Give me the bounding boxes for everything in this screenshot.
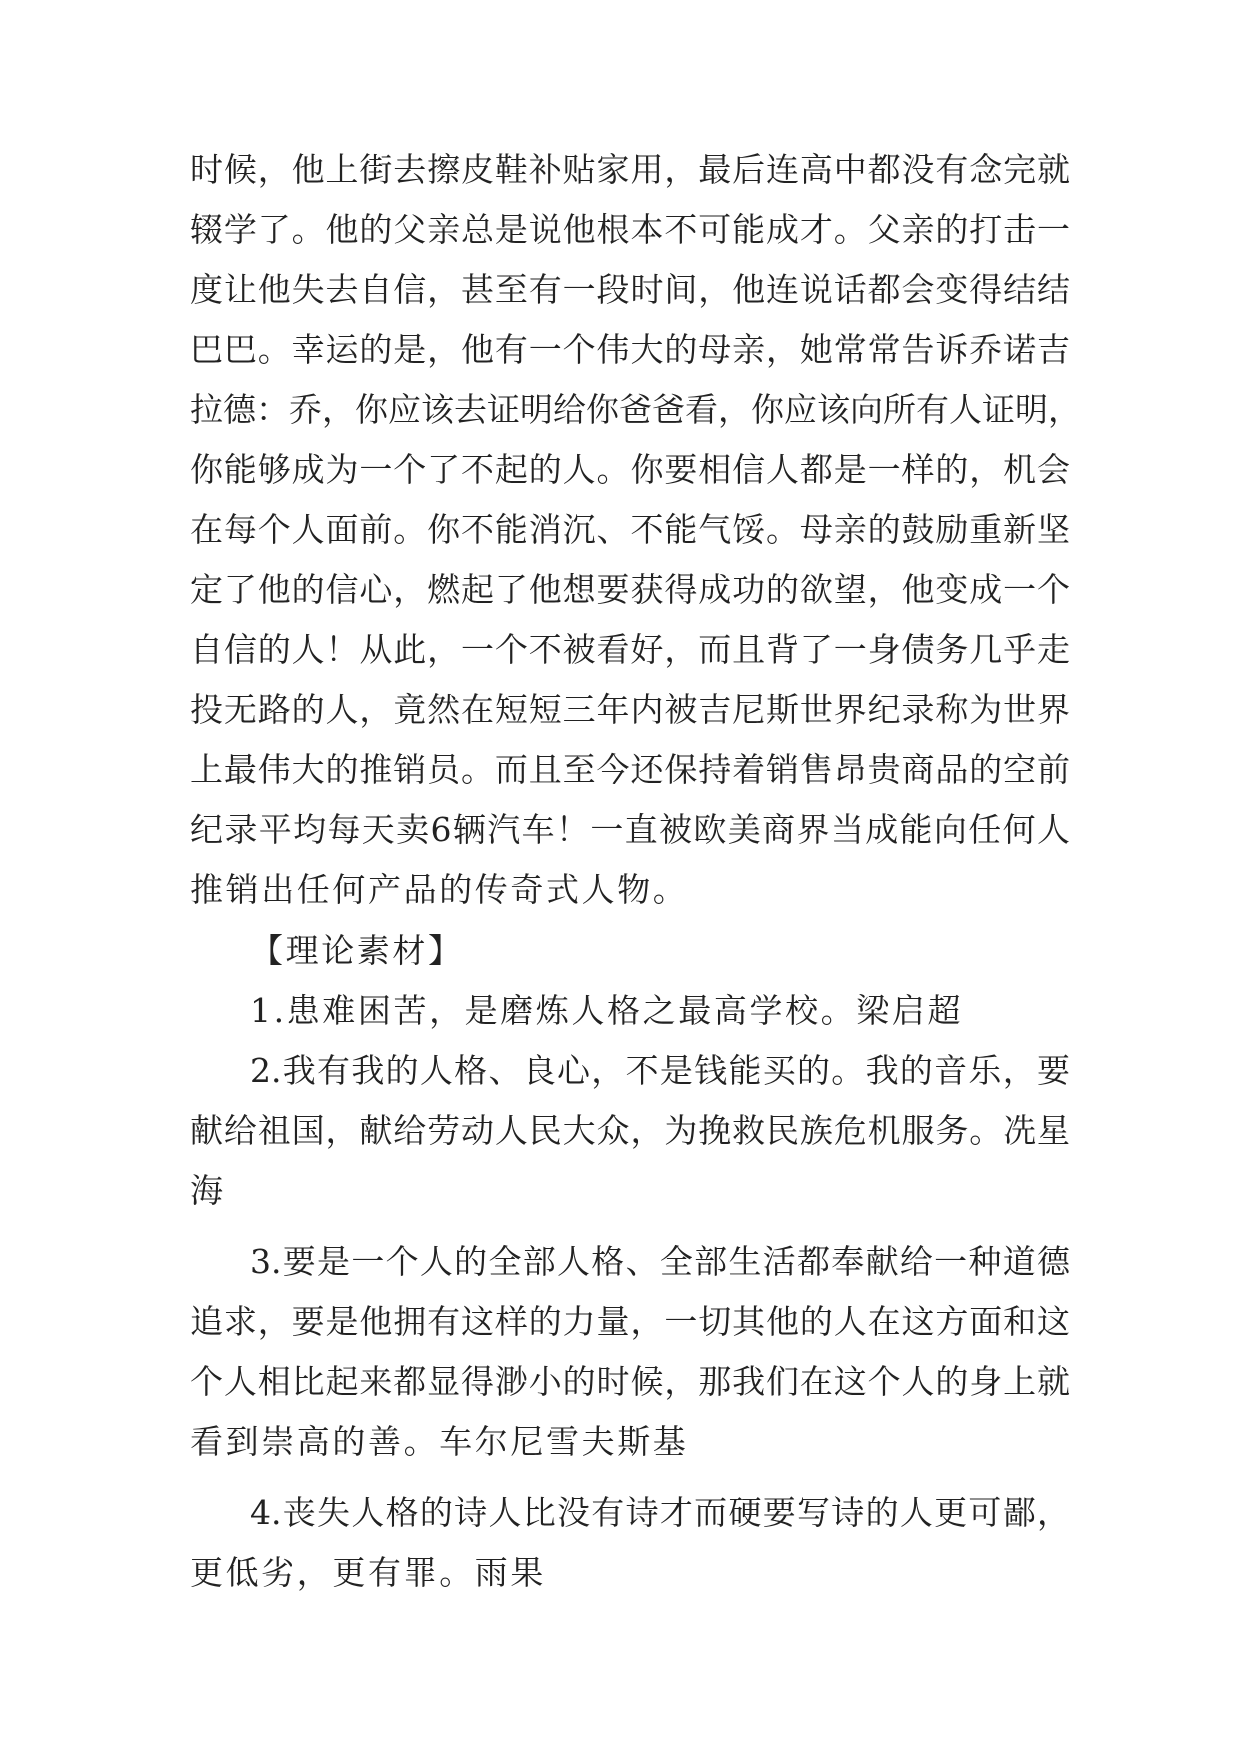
quote-line: 个人相比起来都显得渺小的时候，那我们在这个人的身上就 xyxy=(190,1362,1070,1401)
quote-line: 4.丧失人格的诗人比没有诗才而硬要写诗的人更可鄙， xyxy=(250,1493,1070,1532)
quote-line: 海 xyxy=(190,1171,226,1210)
story-line: 度让他失去自信，甚至有一段时间，他连说话都会变得结结 xyxy=(190,270,1070,309)
story-line: 辍学了。他的父亲总是说他根本不可能成才。父亲的打击一 xyxy=(190,210,1070,249)
story-line: 你能够成为一个了不起的人。你要相信人都是一样的，机会 xyxy=(190,450,1070,489)
quote-line: 3.要是一个人的全部人格、全部生活都奉献给一种道德 xyxy=(250,1242,1070,1281)
story-line: 定了他的信心，燃起了他想要获得成功的欲望，他变成一个 xyxy=(190,570,1070,609)
story-line: 纪录平均每天卖6辆汽车！一直被欧美商界当成能向任何人 xyxy=(190,810,1070,849)
story-line: 在每个人面前。你不能消沉、不能气馁。母亲的鼓励重新坚 xyxy=(190,510,1070,549)
story-line: 上最伟大的推销员。而且至今还保持着销售昂贵商品的空前 xyxy=(190,750,1070,789)
story-line: 推销出任何产品的传奇式人物。 xyxy=(190,870,689,909)
quote-line: 看到崇高的善。车尔尼雪夫斯基 xyxy=(190,1422,689,1461)
quote-line: 2.我有我的人格、良心，不是钱能买的。我的音乐，要 xyxy=(250,1051,1070,1090)
story-line: 自信的人！从此，一个不被看好，而且背了一身债务几乎走 xyxy=(190,630,1070,669)
quote-line: 追求，要是他拥有这样的力量，一切其他的人在这方面和这 xyxy=(190,1302,1070,1341)
story-line: 拉德：乔，你应该去证明给你爸爸看，你应该向所有人证明， xyxy=(190,390,1081,429)
quote-line: 1.患难困苦，是磨炼人格之最高学校。梁启超 xyxy=(250,991,964,1030)
quote-line: 献给祖国，献给劳动人民大众，为挽救民族危机服务。冼星 xyxy=(190,1111,1070,1150)
section-heading: 【理论素材】 xyxy=(250,931,464,970)
quote-line: 更低劣，更有罪。雨果 xyxy=(190,1553,546,1592)
story-line: 投无路的人，竟然在短短三年内被吉尼斯世界纪录称为世界 xyxy=(190,690,1070,729)
story-line: 时候，他上街去擦皮鞋补贴家用，最后连高中都没有念完就 xyxy=(190,150,1070,189)
story-line: 巴巴。幸运的是，他有一个伟大的母亲，她常常告诉乔诺吉 xyxy=(190,330,1070,369)
